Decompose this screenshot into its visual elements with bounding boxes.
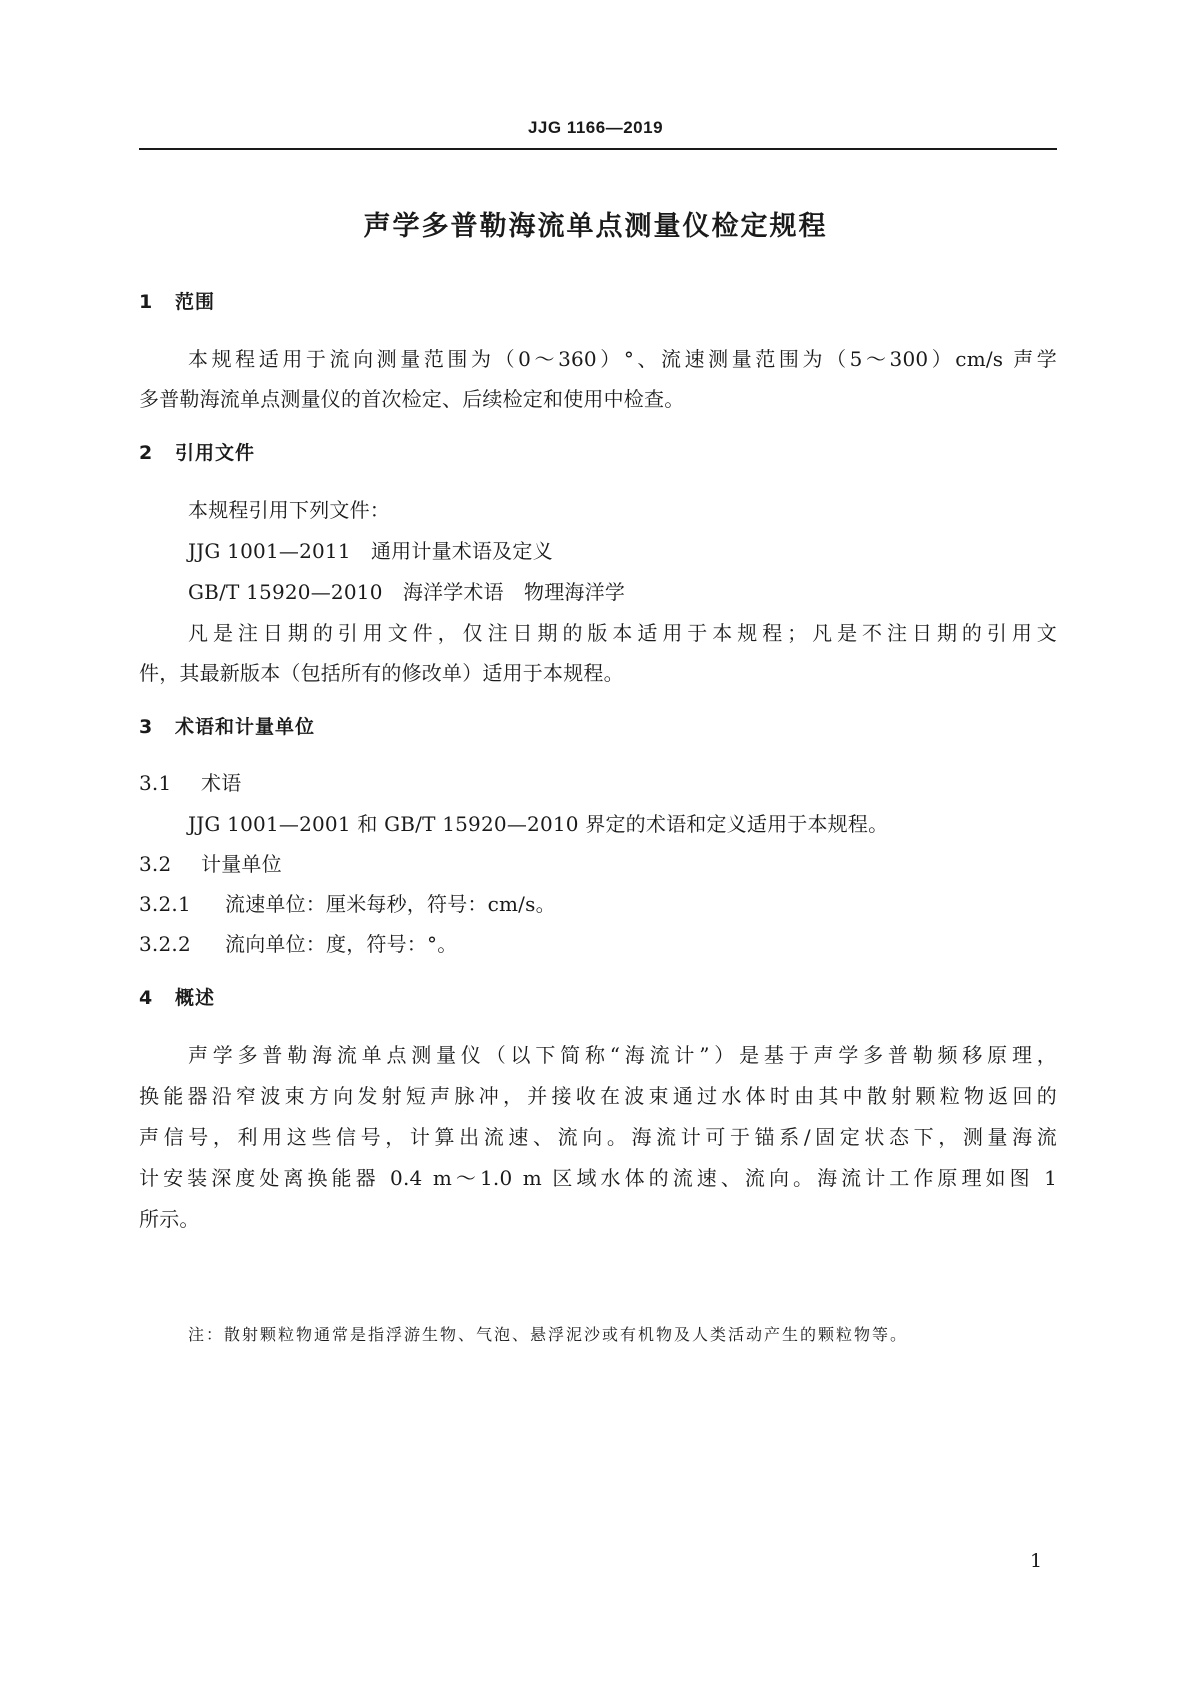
- section-4-paragraph-line-5: 所示。: [139, 1207, 200, 1231]
- section-4-heading: [139, 983, 215, 1010]
- section-1-paragraph-line-1: 本规程适用于流向测量范围为（0～360）°、流速测量范围为（5～300）cm/s 声学: [188, 347, 1057, 371]
- subsection-3-2-title: 计量单位: [201, 852, 282, 876]
- section-4-paragraph-line-1: 声学多普勒海流单点测量仪（以下简称“海流计”）是基于声学多普勒频移原理，: [188, 1043, 1057, 1067]
- document-header-code: JJG 1166—2019: [527, 118, 664, 137]
- section-2-intro: 本规程引用下列文件：: [188, 498, 390, 522]
- reference-gbt-15920: GB/T 15920—2010 海洋学术语 物理海洋学: [188, 580, 626, 604]
- subsection-3-2-heading: [139, 848, 282, 877]
- subsection-3-2-number: 3.2: [139, 852, 172, 876]
- subsection-3-2-2: [139, 928, 457, 957]
- section-4-number: 4: [139, 987, 154, 1009]
- section-2-number: 2: [139, 442, 154, 464]
- reference-jjg-1001: JJG 1001—2011 通用计量术语及定义: [188, 539, 553, 563]
- page-number: 1: [1030, 1550, 1043, 1572]
- section-4-paragraph-line-4: 计安装深度处离换能器 0.4 m～1.0 m 区域水体的流速、流向。海流计工作原理如图 1: [139, 1166, 1057, 1190]
- section-1-title: 范围: [175, 291, 216, 313]
- subsection-3-2-2-text: 流向单位：度，符号：°。: [225, 932, 458, 956]
- header-rule: [139, 148, 1057, 150]
- section-2-paragraph-line-1: 凡是注日期的引用文件，仅注日期的版本适用于本规程；凡是不注日期的引用文: [188, 621, 1057, 645]
- section-2-heading: [139, 438, 255, 465]
- subsection-3-2-1: [139, 888, 556, 917]
- subsection-3-2-2-number: 3.2.2: [139, 932, 191, 956]
- section-3-heading: [139, 712, 315, 739]
- section-4-paragraph-line-3: 声信号，利用这些信号，计算出流速、流向。海流计可于锚系/固定状态下，测量海流: [139, 1125, 1057, 1149]
- section-3-title: 术语和计量单位: [175, 716, 316, 738]
- section-2-title: 引用文件: [175, 442, 256, 464]
- subsection-3-1-heading: [139, 767, 241, 796]
- subsection-3-2-1-text: 流速单位：厘米每秒，符号：cm/s。: [225, 892, 556, 916]
- section-4-title: 概述: [175, 987, 216, 1009]
- section-1-number: 1: [139, 291, 154, 313]
- section-1-heading: [139, 287, 215, 314]
- section-4-note: 注：散射颗粒物通常是指浮游生物、气泡、悬浮泥沙或有机物及人类活动产生的颗粒物等。: [188, 1325, 909, 1344]
- subsection-3-2-1-number: 3.2.1: [139, 892, 191, 916]
- section-4-paragraph-line-2: 换能器沿窄波束方向发射短声脉冲，并接收在波束通过水体时由其中散射颗粒物返回的: [139, 1084, 1057, 1108]
- section-3-number: 3: [139, 716, 154, 738]
- section-1-paragraph-line-2: 多普勒海流单点测量仪的首次检定、后续检定和使用中检查。: [139, 387, 685, 411]
- section-2-paragraph-line-2: 件，其最新版本（包括所有的修改单）适用于本规程。: [139, 661, 624, 685]
- subsection-3-1-text: JJG 1001—2001 和 GB/T 15920—2010 界定的术语和定义适用于本规程。: [188, 812, 889, 836]
- subsection-3-1-number: 3.1: [139, 771, 172, 795]
- subsection-3-1-title: 术语: [201, 771, 242, 795]
- document-title: 声学多普勒海流单点测量仪检定规程: [363, 211, 828, 242]
